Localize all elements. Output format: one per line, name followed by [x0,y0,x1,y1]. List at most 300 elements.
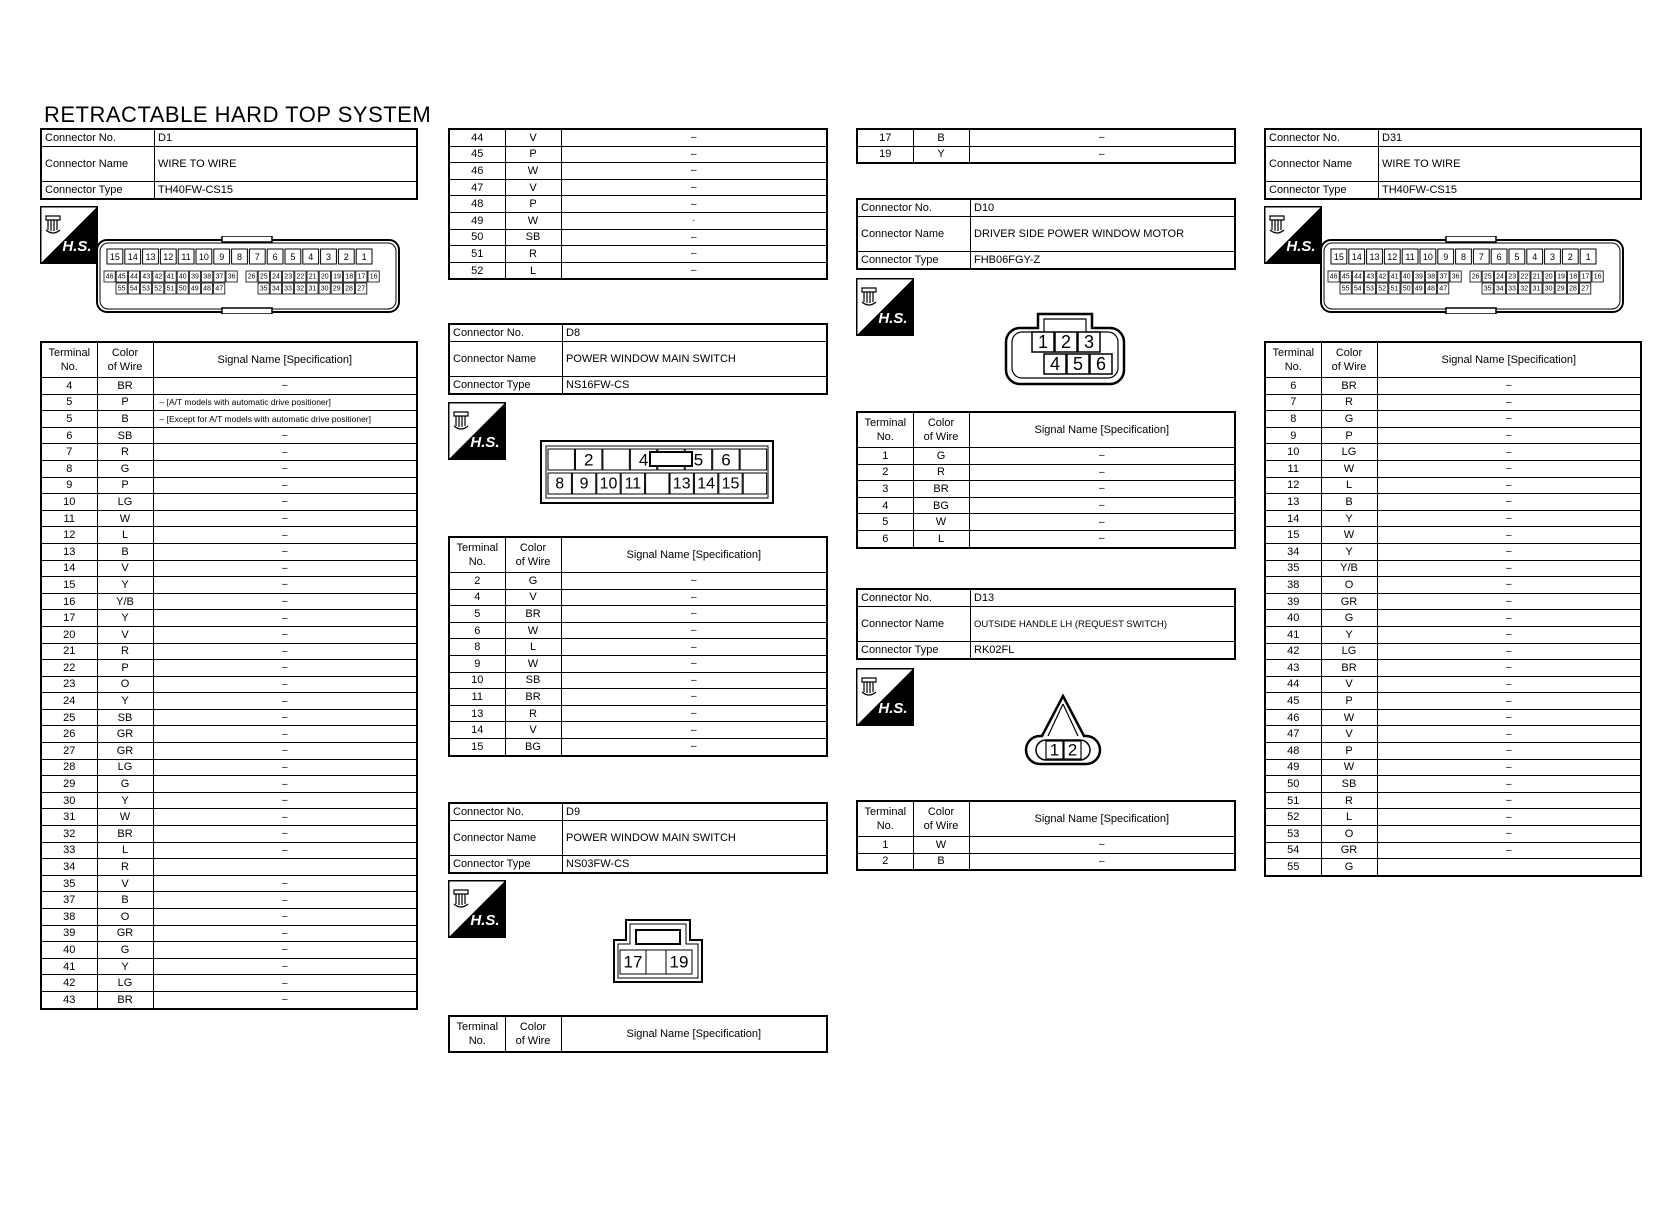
signal-name: – [561,573,827,590]
terminal-row [1265,477,1641,494]
pin-label: 51 [166,285,175,293]
signal-name: – [1377,826,1641,843]
wire-color: B [97,411,153,428]
pin-label: 36 [1451,273,1460,281]
terminal-no: 12 [41,527,97,544]
pin-label: 7 [1478,252,1484,262]
terminal-no: 22 [41,660,97,677]
pin-label: 21 [1532,273,1541,281]
signal-name: – [153,875,417,892]
pin-label: 21 [308,273,317,281]
d31-connector-diagram [1320,236,1624,314]
hs-text: H.S. [470,912,500,929]
pin-label: 2 [583,450,594,470]
signal-name: – [969,448,1235,465]
terminal-row [41,543,417,560]
pin-label: 39 [191,273,199,281]
wire-color: Y [913,146,969,163]
terminal-no: 11 [1265,460,1321,477]
connector-name-value: DRIVER SIDE POWER WINDOW MOTOR [971,217,1236,252]
pin-label: 5 [290,252,296,262]
signal-name: – [561,722,827,739]
signal-name: – [153,560,417,577]
pin-label: 10 [198,252,209,262]
wire-color: V [505,129,561,146]
hs-text: H.S. [878,700,908,717]
terminal-row [41,626,417,643]
terminal-row [41,527,417,544]
terminal-no: 8 [41,460,97,477]
pin-label: 6 [1095,354,1107,374]
signal-name: – [1377,394,1641,411]
pin-label: 6 [721,450,731,470]
pin-label: 6 [272,252,278,262]
pin-label: 12 [1387,252,1398,262]
signal-name: – [153,726,417,743]
terminal-row [1265,543,1641,560]
pin-label: 2 [1060,332,1072,352]
wire-color: P [97,660,153,677]
signal-name: – [153,942,417,959]
wire-color: O [97,676,153,693]
wire-color: SB [505,672,561,689]
d9-terminal-table [448,1015,828,1053]
terminal-no: 13 [41,543,97,560]
terminal-no: 11 [449,689,505,706]
pin-label: 48 [1427,285,1435,293]
pin-label: 50 [1402,285,1411,293]
signal-name: – [969,146,1235,163]
wire-color: L [913,530,969,547]
wire-color: G [97,942,153,959]
signal-name: – [1377,743,1641,760]
wire-color: W [505,622,561,639]
connector-type-value: RK02FL [971,642,1236,660]
terminal-row [41,693,417,710]
signal-name: – [1377,676,1641,693]
terminal-no: 40 [41,942,97,959]
connector-name-value: WIRE TO WIRE [155,147,418,182]
d31-terminal-table [1264,341,1642,877]
terminal-row [449,179,827,196]
signal-name: – [153,958,417,975]
terminal-no: 17 [857,129,913,146]
pin-label: 14 [1351,252,1362,262]
wire-color: W [97,510,153,527]
d8-info-table [448,323,828,395]
wire-color: GR [1321,593,1377,610]
terminal-no: 10 [41,494,97,511]
terminal-row [1265,378,1641,395]
terminal-no: 40 [1265,610,1321,627]
wire-color: R [97,859,153,876]
terminal-no: 42 [1265,643,1321,660]
signal-name: – [153,577,417,594]
connector-no-value: D10 [971,199,1236,217]
connector-no-value: D8 [563,324,828,342]
signal-name: – [1377,543,1641,560]
wire-color: G [913,448,969,465]
connector-type-label: Connector Type [857,252,971,270]
d1-info-table [40,128,418,200]
connector-key [222,308,272,314]
d1-terminal-table [40,341,418,1010]
wire-color: Y [97,577,153,594]
terminal-row [41,610,417,627]
terminal-no: 1 [857,837,913,854]
terminal-no: 11 [41,510,97,527]
terminal-row [41,510,417,527]
pin-label: 22 [1520,273,1529,281]
signal-name: – [1377,411,1641,428]
signal-name: – [1377,809,1641,826]
terminal-row [41,958,417,975]
terminal-row [449,589,827,606]
terminal-row [449,246,827,263]
pin-label: 32 [1520,285,1529,293]
wire-color: W [1321,759,1377,776]
terminal-row [449,212,827,229]
d9-info-table [448,802,828,874]
signal-name-header: Signal Name [Specification] [969,801,1235,837]
signal-name-header: Signal Name [Specification] [561,1016,827,1052]
terminal-no: 42 [41,975,97,992]
terminal-row [1265,427,1641,444]
pin-cell [646,473,669,494]
connector-name-value: WIRE TO WIRE [1379,147,1642,182]
pin-label: 41 [166,273,175,281]
terminal-no: 4 [449,589,505,606]
pin-label: 6 [1496,252,1502,262]
terminal-row [449,573,827,590]
signal-name: – [153,510,417,527]
pin-cell [548,449,574,470]
pin-label: 29 [332,285,341,293]
terminal-row [41,991,417,1008]
terminal-no: 35 [41,875,97,892]
terminal-no: 25 [41,709,97,726]
terminal-row [449,229,827,246]
pin-label: 42 [154,273,163,281]
pin-label: 23 [1508,273,1517,281]
terminal-no: 46 [1265,709,1321,726]
hs-text: H.S. [1286,238,1316,255]
pin-label: 5 [1072,354,1084,374]
wire-color: GR [97,726,153,743]
pin-cell [740,449,766,470]
terminal-row [857,530,1235,547]
signal-name: – [561,146,827,163]
wire-color: BR [97,826,153,843]
connector-type-label: Connector Type [857,642,971,660]
terminal-row [41,378,417,395]
wire-color: GR [1321,842,1377,859]
terminal-row [1265,527,1641,544]
pin-label: 40 [178,273,187,281]
wire-color: Y [97,958,153,975]
terminal-row [41,394,417,411]
pin-label: 50 [178,285,187,293]
wire-color: Y [97,693,153,710]
pin-label: 36 [227,273,236,281]
wire-color: V [505,722,561,739]
pin-label: 3 [1083,332,1095,352]
wire-color: SB [97,709,153,726]
pin-label: 29 [1556,285,1565,293]
wire-color: W [97,809,153,826]
wire-color: G [1321,411,1377,428]
terminal-no: 3 [857,481,913,498]
terminal-no: 45 [1265,693,1321,710]
pin-label: 46 [1329,273,1338,281]
terminal-row [41,444,417,461]
wire-color: P [1321,743,1377,760]
terminal-row [1265,560,1641,577]
pin-label: 35 [259,285,268,293]
signal-name [153,859,417,876]
d13-info-table [856,588,1236,660]
terminal-no-header: Terminal No. [857,801,913,837]
terminal-no: 52 [449,262,505,279]
wire-color: W [1321,709,1377,726]
terminal-no: 7 [41,444,97,461]
pin-label: 24 [272,273,280,281]
d8-terminal-table [448,536,828,757]
terminal-no: 28 [41,759,97,776]
signal-name: – [153,892,417,909]
d1-terminal-table-continued [448,128,828,280]
pin-label: 1 [1037,332,1049,352]
pin-label: 33 [284,285,292,293]
signal-name: – [1377,494,1641,511]
pin-label: 4 [638,450,649,470]
wire-color: BR [505,689,561,706]
terminal-no: 34 [1265,543,1321,560]
pin-label: 47 [215,285,224,293]
signal-name: – [153,991,417,1008]
wire-color: P [97,477,153,494]
signal-name: – [969,497,1235,514]
terminal-row [41,560,417,577]
terminal-row [449,738,827,755]
signal-name: – [153,925,417,942]
wire-color: R [1321,792,1377,809]
terminal-row [449,196,827,213]
terminal-no: 13 [1265,494,1321,511]
wire-color-header: Color of Wire [97,342,153,378]
wire-color: Y/B [97,593,153,610]
pin-label: 1 [1585,252,1591,262]
terminal-no: 45 [449,146,505,163]
pin-label: 9 [219,252,225,262]
wire-color: LG [1321,444,1377,461]
pin-label: 45 [1341,273,1350,281]
signal-name: – [1377,693,1641,710]
wire-color: SB [97,427,153,444]
pin-label: 2 [343,252,349,262]
pin-label: 1 [361,252,367,262]
terminal-row [857,464,1235,481]
wire-color: V [505,179,561,196]
wire-color: V [505,589,561,606]
pin-label: 38 [1427,273,1436,281]
terminal-no: 54 [1265,842,1321,859]
d13-connector-diagram [1022,694,1104,770]
signal-name: · [561,212,827,229]
d8-connector-diagram [540,440,774,504]
harness-side-icon [856,278,914,336]
terminal-no: 26 [41,726,97,743]
signal-name: – [1377,527,1641,544]
signal-name: – [561,672,827,689]
terminal-no: 24 [41,693,97,710]
pin-label: 18 [1569,273,1578,281]
terminal-no-header: Terminal No. [1265,342,1321,378]
wire-color: W [505,163,561,180]
wire-color: Y [97,610,153,627]
pin-label: 26 [1471,273,1480,281]
pin-label: 8 [555,475,565,493]
wire-color: G [97,460,153,477]
terminal-no: 43 [1265,660,1321,677]
terminal-no: 51 [449,246,505,263]
terminal-row [1265,826,1641,843]
terminal-row [1265,693,1641,710]
terminal-row [1265,460,1641,477]
wire-color: GR [97,925,153,942]
wire-color: V [1321,726,1377,743]
terminal-row [857,146,1235,163]
pin-label: 23 [284,273,293,281]
pin-label: 15 [109,252,120,262]
terminal-no: 8 [449,639,505,656]
terminal-row [449,163,827,180]
terminal-row [449,129,827,146]
connector-name-label: Connector Name [449,821,563,856]
wire-color: O [1321,826,1377,843]
connector-name-value: POWER WINDOW MAIN SWITCH [563,821,828,856]
terminal-row [1265,660,1641,677]
terminal-no: 19 [857,146,913,163]
signal-name: – [1377,660,1641,677]
pin-label: 40 [1402,273,1411,281]
wire-color: GR [97,743,153,760]
terminal-row [41,660,417,677]
wire-color: W [505,655,561,672]
terminal-no: 6 [41,427,97,444]
pin-label: 28 [1569,285,1577,293]
harness-side-icon [856,668,914,726]
pin-label: 10 [599,475,618,493]
terminal-row [41,676,417,693]
terminal-no: 49 [1265,759,1321,776]
wire-color: Y/B [1321,560,1377,577]
wire-color: BR [97,991,153,1008]
terminal-no: 17 [41,610,97,627]
d13-terminal-table [856,800,1236,871]
terminal-row [449,262,827,279]
terminal-no: 4 [41,378,97,395]
wire-color: W [913,514,969,531]
terminal-row [449,655,827,672]
signal-name: – [153,378,417,395]
signal-name: – [153,494,417,511]
terminal-row [857,129,1235,146]
signal-name: – [561,196,827,213]
pin-label: 13 [145,252,156,262]
terminal-no: 16 [41,593,97,610]
connector-no-label: Connector No. [449,324,563,342]
terminal-row [1265,510,1641,527]
terminal-row [41,726,417,743]
d1-connector-diagram [96,236,400,314]
connector-type-label: Connector Type [449,856,563,874]
wire-color: O [1321,577,1377,594]
wire-color: L [505,262,561,279]
signal-name: – [969,837,1235,854]
terminal-no: 8 [1265,411,1321,428]
terminal-no: 44 [449,129,505,146]
terminal-row [857,448,1235,465]
signal-name: – [561,689,827,706]
terminal-no: 12 [1265,477,1321,494]
terminal-no: 44 [1265,676,1321,693]
terminal-no: 5 [857,514,913,531]
terminal-no: 32 [41,826,97,843]
terminal-row [1265,776,1641,793]
pin-label: 41 [1390,273,1399,281]
harness-side-icon [40,206,98,264]
signal-name: – [153,909,417,926]
pin-label: 38 [203,273,212,281]
pin-label: 2 [1567,252,1573,262]
signal-name: – [1377,477,1641,494]
terminal-no: 6 [449,622,505,639]
terminal-no: 10 [449,672,505,689]
terminal-no: 48 [449,196,505,213]
wire-color-header: Color of Wire [913,412,969,448]
harness-side-icon [448,880,506,938]
terminal-no: 37 [41,892,97,909]
pin-label: 52 [1378,285,1387,293]
connector-latch [1446,236,1496,242]
signal-name: – [1377,510,1641,527]
wire-color-header: Color of Wire [505,1016,561,1052]
pin-label: 14 [697,475,715,493]
wire-color: BG [505,738,561,755]
pin-label: 12 [163,252,174,262]
terminal-no-header: Terminal No. [857,412,913,448]
terminal-row [41,875,417,892]
terminal-no: 7 [1265,394,1321,411]
terminal-row [1265,676,1641,693]
signal-name: – [153,543,417,560]
pin-label: 18 [345,273,354,281]
signal-name: – [1377,776,1641,793]
terminal-row [857,853,1235,870]
pin-label: 16 [1593,273,1602,281]
connector-type-label: Connector Type [449,377,563,395]
pin-label: 22 [296,273,305,281]
terminal-row [449,606,827,623]
connector-name-value: OUTSIDE HANDLE LH (REQUEST SWITCH) [971,607,1236,642]
d10-terminal-table [856,411,1236,549]
terminal-no: 41 [1265,626,1321,643]
connector-no-value: D31 [1379,129,1642,147]
signal-name: – [153,975,417,992]
pin-label: 49 [1414,285,1423,293]
wire-color: P [1321,693,1377,710]
